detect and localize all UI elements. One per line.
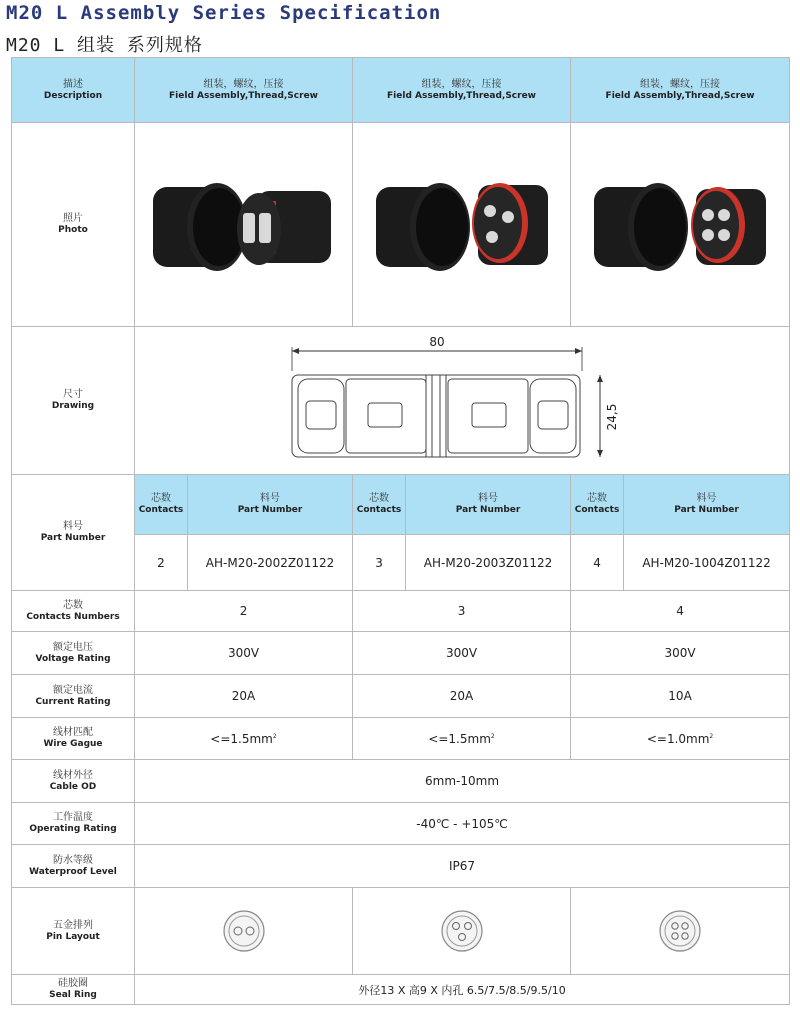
description-col-1 [135,58,353,123]
cable-od-label [12,760,135,803]
seal-ring-row [12,975,790,1005]
contacts-value: 3 [353,535,406,591]
description-col-2 [353,58,571,123]
part-number-value: AH-M20-2002Z01122 [188,535,353,591]
wire-gauge-label [12,718,135,760]
row-label-en: Contacts Numbers [26,611,120,622]
description-cn: 描述 [63,78,83,90]
row-label-en: Voltage Rating [35,653,111,664]
cable-od-row [12,760,790,803]
current-value: 20A [135,675,353,718]
row-label-en: Operating Rating [29,824,117,834]
row-label-cn: 工作温度 [53,812,93,823]
row-label-cn: 额定电压 [53,641,93,653]
photo-en: Photo [58,225,88,235]
contacts-header [135,475,188,535]
voltage-value: 300V [571,632,790,675]
pin-layout-4 [571,888,790,975]
row-label-en: Waterproof Level [29,866,117,877]
part-number-en: Part Number [40,533,106,543]
waterproof-label [12,845,135,888]
contacts-header-cn: 芯数 [151,493,171,504]
pn-header [406,475,571,535]
wire-gauge-text: <=1.0mm [646,731,710,746]
row-label-en: Cable OD [49,781,97,792]
contacts-numbers-row [12,591,790,632]
drawing-row [12,327,790,475]
drawing-cn: 尺寸 [63,389,83,400]
description-col-en: Field Assembly,Thread,Screw [169,90,318,101]
pin-layout-2-icon [222,909,266,953]
photo-cn: 照片 [63,213,83,224]
dimension-drawing [282,335,642,463]
pin-layout-row [12,888,790,975]
operating-rating-value: -40℃ - +105℃ [135,803,790,845]
row-label-en: Seal Ring [49,990,97,1000]
contacts-number-value: 2 [135,591,353,632]
connector-photo-3pin [353,123,571,327]
pn-header [188,475,353,535]
current-row [12,675,790,718]
operating-rating-label [12,803,135,845]
row-label-cn: 防水等级 [53,854,93,866]
connector-photo-4pin [571,123,790,327]
wire-gauge-row [12,718,790,760]
contacts-number-value: 4 [571,591,790,632]
wire-gauge-sup: 2 [272,732,277,740]
contacts-header-en: Contacts [574,505,620,515]
current-label [12,675,135,718]
connector-photo-2pin [135,123,353,327]
height-dimension: 24,5 [605,403,620,430]
description-col-en: Field Assembly,Thread,Screw [387,90,537,101]
pn-header-en: Part Number [455,505,521,515]
wire-gauge-text: <=1.5mm [428,731,491,746]
pn-header-cn: 料号 [696,493,717,504]
pn-header-en: Part Number [237,505,303,515]
pn-header-cn: 料号 [260,493,280,504]
part-number-label [12,475,135,591]
part-number-header-row [12,475,790,535]
wire-gauge-value [571,718,790,760]
description-col-cn: 组装，螺纹，压接 [640,78,721,90]
row-label-cn: 硅胶圈 [58,978,88,989]
pn-header-cn: 料号 [478,493,499,504]
part-number-cn: 料号 [63,521,83,532]
connector-2pin-image [139,165,349,285]
part-number-value: AH-M20-2003Z01122 [406,535,571,591]
pn-header [624,475,790,535]
photo-label [12,123,135,327]
seal-ring-value: 外径13 X 高9 X 内孔 6.5/7.5/8.5/9.5/10 [135,975,790,1005]
photo-row [12,123,790,327]
connector-4pin-image [580,165,780,285]
pin-layout-3-icon [440,909,484,953]
contacts-header-en: Contacts [356,505,402,515]
voltage-row [12,632,790,675]
row-label-cn: 额定电流 [53,684,93,696]
page-title: M20 L Assembly Series Specification [6,2,442,24]
description-col-cn: 组装，螺纹，压接 [203,78,284,90]
description-col-cn: 组装，螺纹，压接 [421,78,502,90]
wire-gauge-sup: 2 [709,732,714,740]
voltage-label [12,632,135,675]
description-col-en: Field Assembly,Thread,Screw [605,90,755,101]
wire-gauge-value [135,718,353,760]
pin-layout-label [12,888,135,975]
seal-ring-label [12,975,135,1005]
voltage-value: 300V [353,632,571,675]
pin-layout-4-icon [658,909,702,953]
connector-3pin-image [362,165,562,285]
spec-table [11,57,790,1005]
contacts-value: 2 [135,535,188,591]
waterproof-row [12,845,790,888]
contacts-header [353,475,406,535]
description-en: Description [43,90,103,101]
dimension-drawing-cell [135,327,790,475]
drawing-en: Drawing [51,401,95,411]
cable-od-value: 6mm-10mm [135,760,790,803]
description-label [12,58,135,123]
row-label-en: Current Rating [35,696,111,707]
pin-layout-3 [353,888,571,975]
contacts-header-cn: 芯数 [369,493,390,504]
description-row [12,58,790,123]
row-label-en: Pin Layout [46,931,100,942]
current-value: 10A [571,675,790,718]
voltage-value: 300V [135,632,353,675]
row-label-cn: 线材匹配 [53,727,93,738]
contacts-value: 4 [571,535,624,591]
operating-rating-row [12,803,790,845]
contacts-header-cn: 芯数 [587,493,608,504]
row-label-cn: 芯数 [63,599,83,611]
pin-layout-2 [135,888,353,975]
row-label-cn: 线材外径 [53,769,93,781]
wire-gauge-value [353,718,571,760]
part-number-value: AH-M20-1004Z01122 [624,535,790,591]
pn-header-en: Part Number [674,505,739,515]
drawing-label [12,327,135,475]
description-col-3 [571,58,790,123]
waterproof-value: IP67 [135,845,790,888]
contacts-header-en: Contacts [138,505,184,515]
current-value: 20A [353,675,571,718]
wire-gauge-text: <=1.5mm [210,731,273,746]
wire-gauge-sup: 2 [490,732,495,740]
contacts-numbers-label [12,591,135,632]
page-subtitle: M20 L 组装 系列规格 [6,35,203,56]
row-label-cn: 五金排列 [53,919,93,931]
length-dimension: 80 [429,334,445,349]
contacts-header [571,475,624,535]
contacts-number-value: 3 [353,591,571,632]
row-label-en: Wire Gague [43,739,103,749]
